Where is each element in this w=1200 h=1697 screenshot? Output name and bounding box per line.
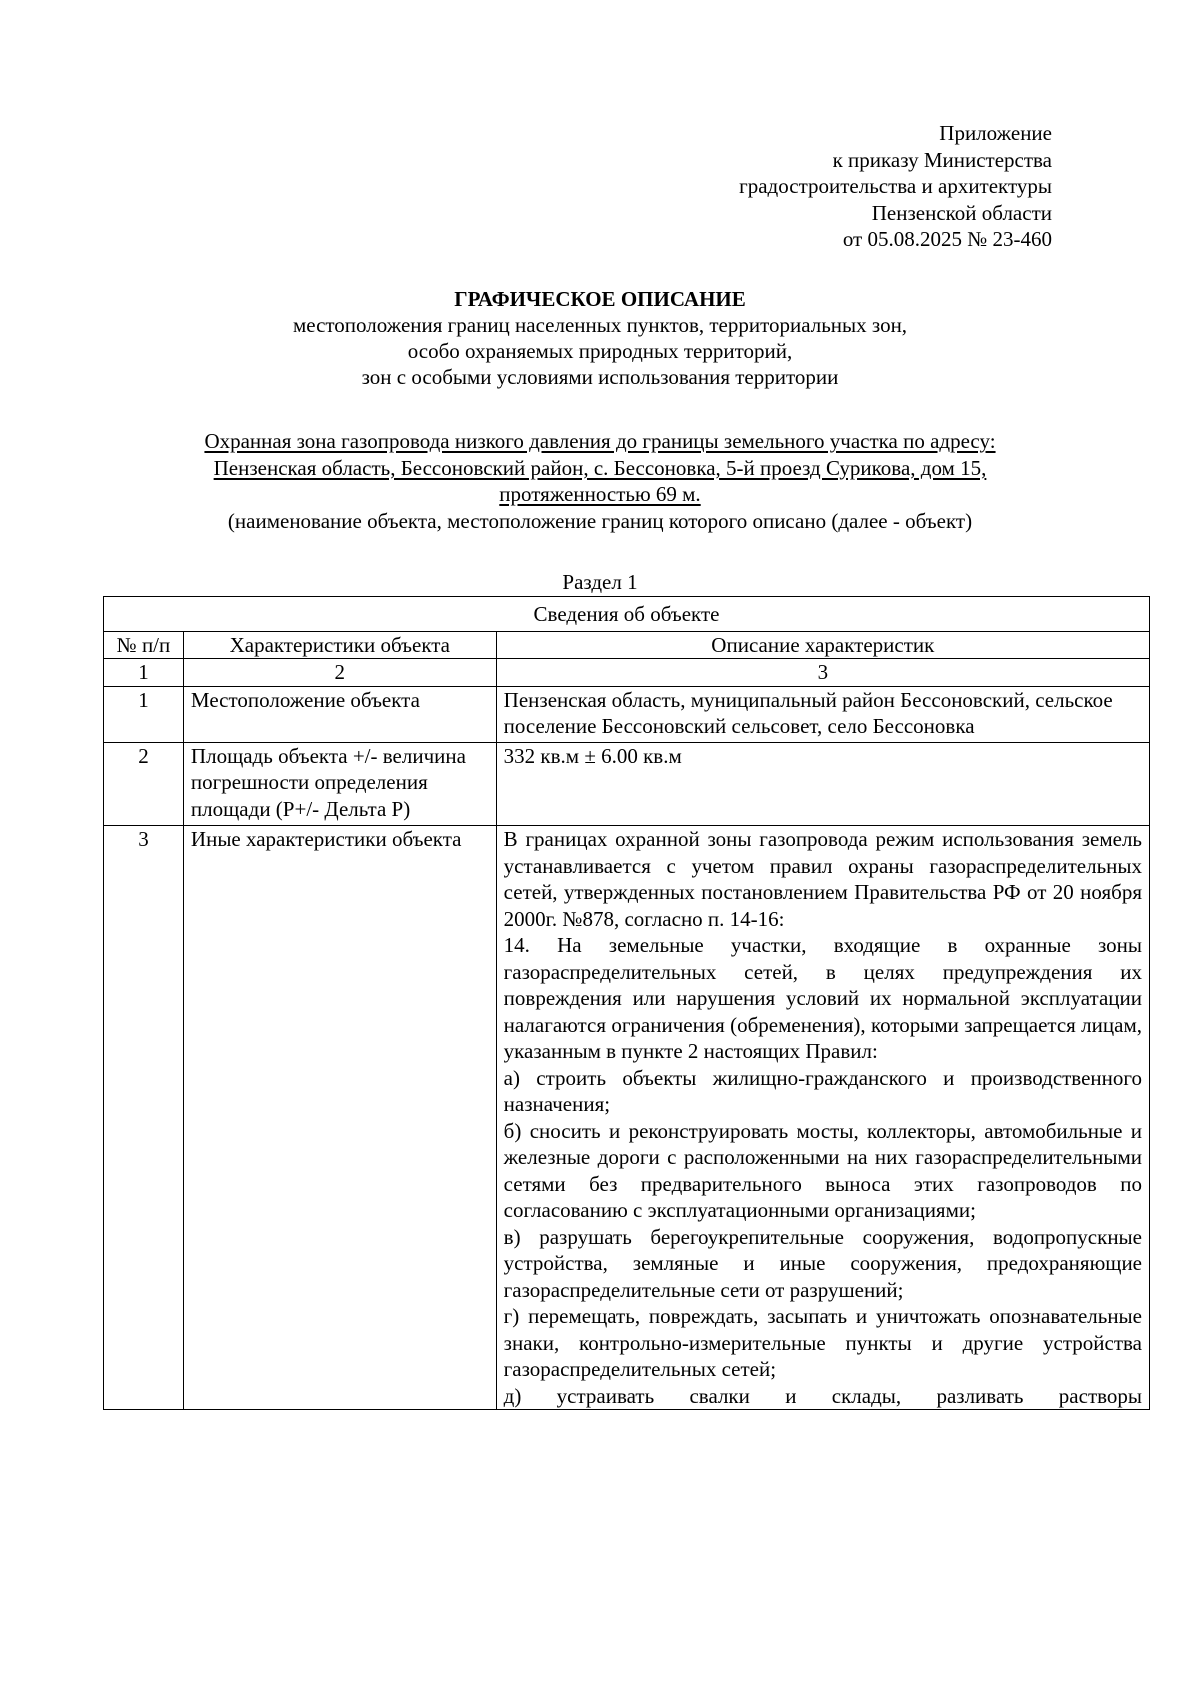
- appendix-block: [739, 120, 1052, 253]
- row-characteristic: Иные характеристики объекта: [183, 826, 496, 1410]
- description-paragraph: 14. На земельные участки, входящие в охранные зоны газораспределительных сетей, в целях предупреждения их повреждения или нарушения условий их нормальной эксплуатации налагаются ограничения (обременения), которыми запрещается лицам, указанным в пункте 2 настоящих Правил:: [503, 933, 1142, 1063]
- row-number: 3: [104, 826, 184, 1410]
- row-characteristic: Местоположение объекта: [183, 686, 496, 742]
- object-name-caption: (наименование объекта, местоположение границ которого описано (далее - объект): [227, 508, 973, 533]
- column-number-cell: 3: [496, 659, 1149, 687]
- appendix-line: Приложение: [939, 121, 1052, 145]
- document-title: [0, 286, 1200, 390]
- description-paragraph: В границах охранной зоны газопровода режим использования земель устанавливается с учетом правил охраны газораспределительных сетей, утвержденных постановлением Правительства РФ от 20 ноября 2000г. №878, согласно п. 14-16:: [503, 827, 1142, 931]
- object-name-line: Пензенская область, Бессоновский район, с. Бессоновка, 5-й проезд Сурикова, дом 15,: [213, 455, 987, 480]
- title-heading: ГРАФИЧЕСКОЕ ОПИСАНИЕ: [454, 287, 746, 311]
- object-name-block: [0, 428, 1200, 534]
- appendix-line: к приказу Министерства: [832, 147, 1052, 172]
- row-number: 2: [104, 742, 184, 826]
- description-paragraph: в) разрушать берегоукрепительные сооружения, водопропускные устройства, земляные и иные сооружения, предохраняющие газораспределительные сети от разрушений;: [503, 1224, 1142, 1302]
- object-name-line: Охранная зона газопровода низкого давления до границы земельного участка по адресу:: [204, 429, 996, 453]
- column-number-row: [104, 659, 1150, 687]
- row-description: 332 кв.м ± 6.00 кв.м: [496, 742, 1149, 826]
- header-cell-description: Описание характеристик: [496, 631, 1149, 659]
- row-characteristic: Площадь объекта +/- величина погрешности определения площади (P+/- Дельта P): [183, 742, 496, 826]
- object-name-line: протяженностью 69 м.: [499, 482, 701, 506]
- appendix-line: Пензенской области: [871, 200, 1052, 225]
- appendix-line: градостроительства и архитектуры: [739, 174, 1052, 198]
- header-cell-characteristic: Характеристики объекта: [183, 631, 496, 659]
- row-number: 1: [104, 686, 184, 742]
- appendix-date-line: от 05.08.2025 № 23-460: [842, 227, 1052, 251]
- table-caption-row: [104, 597, 1150, 632]
- table-caption: Сведения об объекте: [104, 597, 1150, 632]
- row-description: [496, 826, 1149, 1410]
- table-row: [104, 686, 1150, 742]
- table-row: [104, 826, 1150, 1410]
- table-row: [104, 742, 1150, 826]
- description-paragraph: а) строить объекты жилищно-гражданского и производственного назначения;: [503, 1065, 1142, 1116]
- table-header-row: [104, 631, 1150, 659]
- title-line: местоположения границ населенных пунктов, территориальных зон,: [292, 313, 908, 337]
- section-label: Раздел 1: [562, 570, 638, 594]
- description-paragraph: б) сносить и реконструировать мосты, коллекторы, автомобильные и железные дороги с расположенными на них газораспределительными сетями без предварительного выноса этих газопроводов по согласованию с эксплуатационными организациями;: [503, 1118, 1142, 1222]
- description-paragraph: д) устраивать свалки и склады, разливать растворы: [503, 1383, 1142, 1408]
- object-info-table: [103, 596, 1150, 1410]
- description-paragraph: г) перемещать, повреждать, засыпать и уничтожать опознавательные знаки, контрольно-измерительные пункты и другие устройства газораспределительных сетей;: [503, 1304, 1142, 1381]
- row-description: Пензенская область, муниципальный район Бессоновский, сельское поселение Бессоновский сельсовет, село Бессоновка: [496, 686, 1149, 742]
- header-cell-number: № п/п: [104, 631, 184, 659]
- column-number-cell: 1: [104, 659, 184, 687]
- title-line: зон с особыми условиями использования территории: [361, 365, 839, 389]
- column-number-cell: 2: [183, 659, 496, 687]
- title-line: особо охраняемых природных территорий,: [407, 339, 793, 363]
